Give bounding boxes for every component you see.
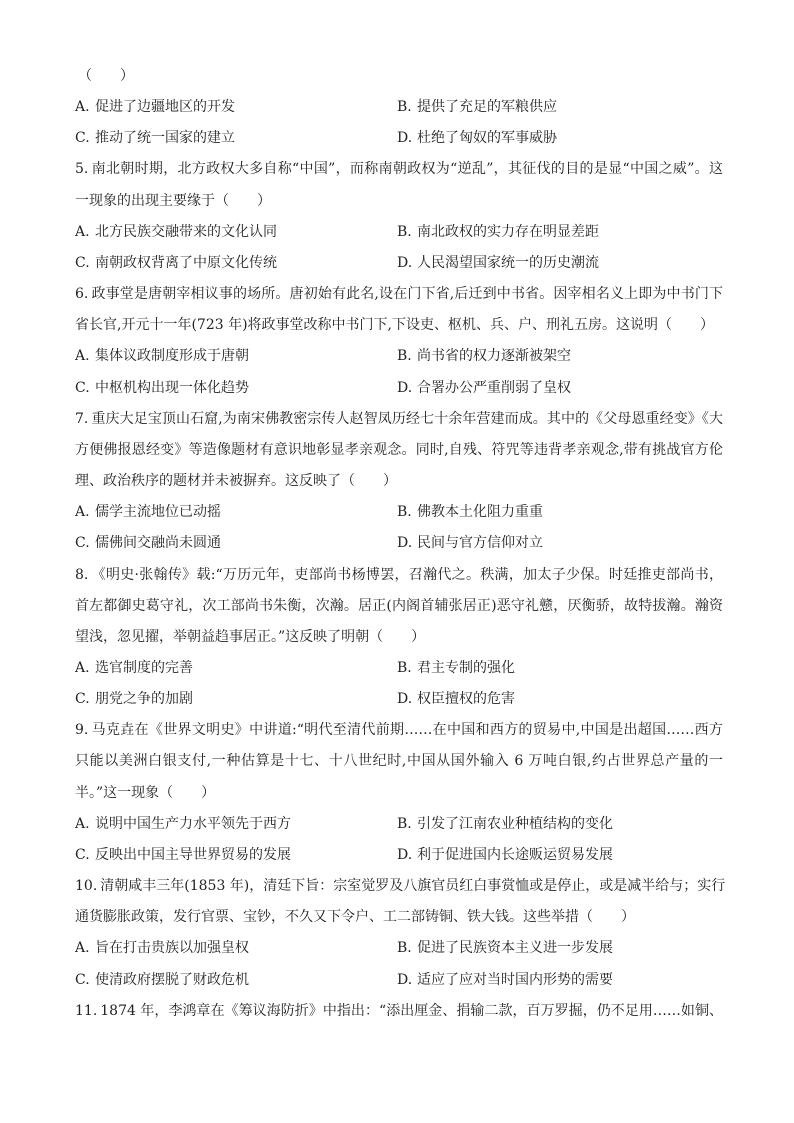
- option-text: 权臣擅权的危害: [417, 691, 515, 708]
- stem-text: 重庆大足宝顶山石窟,为南宋佛教密宗传人赵智凤历经七十余年营建而成。其中的《父母恩重经变》《大: [91, 410, 723, 427]
- question-stem-line: 只能以美洲白银支付,一种估算是十七、十八世纪时,中国从国外输入 6 万吨白银,约占世界总产量的一: [75, 753, 723, 770]
- option-label: B.: [397, 348, 412, 365]
- options-row: [75, 341, 723, 372]
- option-text: 说明中国生产力水平领先于西方: [95, 815, 291, 832]
- option-label: C.: [75, 691, 90, 708]
- question-10-option-a: [75, 933, 397, 964]
- question-8-option-d: [397, 684, 719, 715]
- option-text: 杜绝了匈奴的军事威胁: [417, 130, 557, 147]
- options-row: [75, 933, 723, 964]
- option-text: 尚书省的权力逐渐被架空: [417, 348, 571, 365]
- option-label: C.: [75, 971, 90, 988]
- option-label: A.: [75, 815, 90, 832]
- question-9-option-c: [75, 840, 397, 871]
- options-row: [75, 123, 723, 154]
- question-10-option-d: [397, 965, 719, 996]
- question-5-option-a: [75, 217, 397, 248]
- question-7-option-d: [397, 528, 719, 559]
- option-text: 中枢机构出现一体化趋势: [95, 379, 249, 396]
- question-6-option-a: [75, 341, 397, 372]
- option-label: A.: [75, 940, 90, 957]
- question-4-option-a: [75, 92, 397, 123]
- option-text: 南朝政权背离了中原文化传统: [95, 254, 277, 271]
- option-text: 集体议政制度形成于唐朝: [95, 348, 249, 365]
- option-text: 选官制度的完善: [95, 659, 193, 676]
- question-8-option-c: [75, 684, 397, 715]
- question-stem-line: 首左都御史葛守礼，次工部尚书朱衡，次瀚。居正(内阁首辅张居正)恶守礼戆，厌衡骄，故特拔瀚。瀚资: [75, 597, 723, 614]
- option-label: D.: [397, 254, 413, 271]
- question-9-option-b: [397, 809, 719, 840]
- question-5-option-b: [397, 217, 719, 248]
- option-label: B.: [397, 940, 412, 957]
- option-label: D.: [397, 535, 413, 552]
- question-number: 5.: [75, 161, 89, 178]
- stem-text: 政事堂是唐朝宰相议事的场所。唐初始有此名,设在门下省,后迁到中书省。因宰相名义上即为中书门下: [91, 286, 723, 303]
- option-label: C.: [75, 379, 90, 396]
- option-text: 民间与官方信仰对立: [417, 535, 543, 552]
- option-label: C.: [75, 846, 90, 863]
- option-text: 利于促进国内长途贩运贸易发展: [417, 846, 613, 863]
- answer-bracket: （ ）: [78, 68, 134, 84]
- question-number: 11.: [75, 1002, 98, 1019]
- option-text: 朋党之争的加剧: [95, 691, 193, 708]
- option-label: B.: [397, 815, 412, 832]
- option-text: 反映出中国主导世界贸易的发展: [95, 846, 291, 863]
- question-5: [75, 154, 723, 279]
- stem-text: 《明史·张翰传》载:“万历元年，吏部尚书杨博罢，召瀚代之。秩满，加太子少保。时廷推吏部尚书，: [91, 566, 723, 583]
- options-row: [75, 528, 723, 559]
- question-6-option-c: [75, 373, 397, 404]
- option-label: D.: [397, 130, 413, 147]
- option-text: 提供了充足的军粮供应: [417, 99, 557, 116]
- options-row: [75, 965, 723, 996]
- question-10-option-b: [397, 933, 719, 964]
- question-number: 9.: [75, 722, 89, 739]
- options-row: [75, 373, 723, 404]
- option-text: 促进了民族资本主义进一步发展: [417, 940, 613, 957]
- stem-text: 马克垚在《世界文明史》中讲道:“明代至清代前期……在中国和西方的贸易中,中国是出超国……西方: [91, 722, 723, 739]
- options-row: [75, 684, 723, 715]
- question-stem-line: [75, 871, 726, 902]
- question-stem-line: [75, 154, 723, 185]
- options-row: [75, 248, 723, 279]
- question-stem-line: 望浅，忽见擢，举朝益趋事居正。”这反映了明朝（ ）: [75, 628, 426, 645]
- option-text: 南北政权的实力存在明显差距: [417, 223, 599, 240]
- option-text: 促进了边疆地区的开发: [95, 99, 235, 116]
- question-9: [75, 715, 723, 871]
- question-4-option-b: [397, 92, 719, 123]
- option-label: D.: [397, 691, 413, 708]
- question-8: [75, 560, 723, 716]
- option-text: 使清政府摆脱了财政危机: [95, 971, 249, 988]
- options-row: [75, 809, 723, 840]
- option-label: D.: [397, 846, 413, 863]
- option-label: D.: [397, 971, 413, 988]
- question-6: [75, 279, 723, 404]
- stem-text: 1874 年，李鸿章在《筹议海防折》中指出：“添出厘金、捐输二款，百万罗掘，仍不足用……如铜、: [100, 1002, 723, 1019]
- question-stem-line: 通货膨胀政策，发行官票、宝钞，不久又下令户、工二部铸铜、铁大钱。这些举措（ ）: [75, 909, 635, 926]
- option-label: C.: [75, 130, 90, 147]
- question-stem-line: [75, 715, 723, 746]
- question-7-option-c: [75, 528, 397, 559]
- option-label: B.: [397, 504, 412, 521]
- option-text: 引发了江南农业种植结构的变化: [417, 815, 613, 832]
- stem-text: 南北朝时期，北方政权大多自称“中国”，而称南朝政权为“逆乱”，其征伐的目的是显“中国之威”。这: [91, 161, 723, 178]
- question-stem-line: [75, 404, 723, 435]
- question-6-option-d: [397, 373, 719, 404]
- question-stem-line: 半。”这一现象（ ）: [75, 784, 216, 801]
- option-label: A.: [75, 223, 90, 240]
- option-text: 旨在打击贵族以加强皇权: [95, 940, 249, 957]
- question-10-option-c: [75, 965, 397, 996]
- option-text: 儒学主流地位已动摇: [95, 504, 221, 521]
- question-8-option-a: [75, 653, 397, 684]
- question-7-option-b: [397, 497, 719, 528]
- option-label: A.: [75, 99, 90, 116]
- options-row: [75, 92, 723, 123]
- question-10: [75, 871, 726, 996]
- question-number: 10.: [75, 878, 98, 895]
- option-label: B.: [397, 223, 412, 240]
- question-9-option-a: [75, 809, 397, 840]
- question-5-option-d: [397, 248, 719, 279]
- question-stem-line: [75, 560, 723, 591]
- question-number: 6.: [75, 286, 89, 303]
- question-9-option-d: [397, 840, 719, 871]
- option-text: 适应了应对当时国内形势的需要: [417, 971, 613, 988]
- question-7-option-a: [75, 497, 397, 528]
- question-5-option-c: [75, 248, 397, 279]
- options-row: [75, 653, 723, 684]
- option-text: 合署办公严重削弱了皇权: [417, 379, 571, 396]
- question-stem-line: [75, 996, 723, 1027]
- question-4-option-c: [75, 123, 397, 154]
- question-stem-line: 省长官,开元十一年(723 年)将政事堂改称中书门下,下设吏、枢机、兵、户、刑礼五房。这说明（ ）: [75, 317, 714, 334]
- question-stem-line: 一现象的出现主要缘于（ ）: [75, 192, 271, 209]
- question-number: 7.: [75, 410, 89, 427]
- option-label: B.: [397, 99, 412, 116]
- option-label: A.: [75, 659, 90, 676]
- options-row: [75, 497, 723, 528]
- option-text: 推动了统一国家的建立: [95, 130, 235, 147]
- option-text: 北方民族交融带来的文化认同: [95, 223, 277, 240]
- option-text: 佛教本土化阻力重重: [417, 504, 543, 521]
- question-6-option-b: [397, 341, 719, 372]
- question-stem-line: [75, 279, 723, 310]
- stem-text: 清朝咸丰三年(1853 年)，清廷下旨：宗室觉罗及八旗官员红白事赏恤或是停止，或是减半给与；实行: [100, 878, 726, 895]
- options-row: [75, 840, 723, 871]
- question-11: [75, 996, 723, 1027]
- question-4-fragment: [75, 61, 723, 154]
- question-stem-line: 方便佛报恩经变》等造像题材有意识地彰显孝亲观念。同时,自残、符咒等违背孝亲观念,带有挑战官方伦: [75, 441, 723, 458]
- option-text: 君主专制的强化: [417, 659, 515, 676]
- option-text: 儒佛间交融尚未圆通: [95, 535, 221, 552]
- question-4-option-d: [397, 123, 719, 154]
- option-label: A.: [75, 504, 90, 521]
- exam-content: [75, 61, 726, 1027]
- option-label: B.: [397, 659, 412, 676]
- option-text: 人民渴望国家统一的历史潮流: [417, 254, 599, 271]
- option-label: A.: [75, 348, 90, 365]
- question-7: [75, 404, 723, 560]
- option-label: C.: [75, 535, 90, 552]
- question-number: 8.: [75, 566, 89, 583]
- option-label: D.: [397, 379, 413, 396]
- option-label: C.: [75, 254, 90, 271]
- options-row: [75, 217, 723, 248]
- question-stem-line: 理、政治秩序的题材并未被摒弃。这反映了（ ）: [75, 473, 397, 490]
- question-8-option-b: [397, 653, 719, 684]
